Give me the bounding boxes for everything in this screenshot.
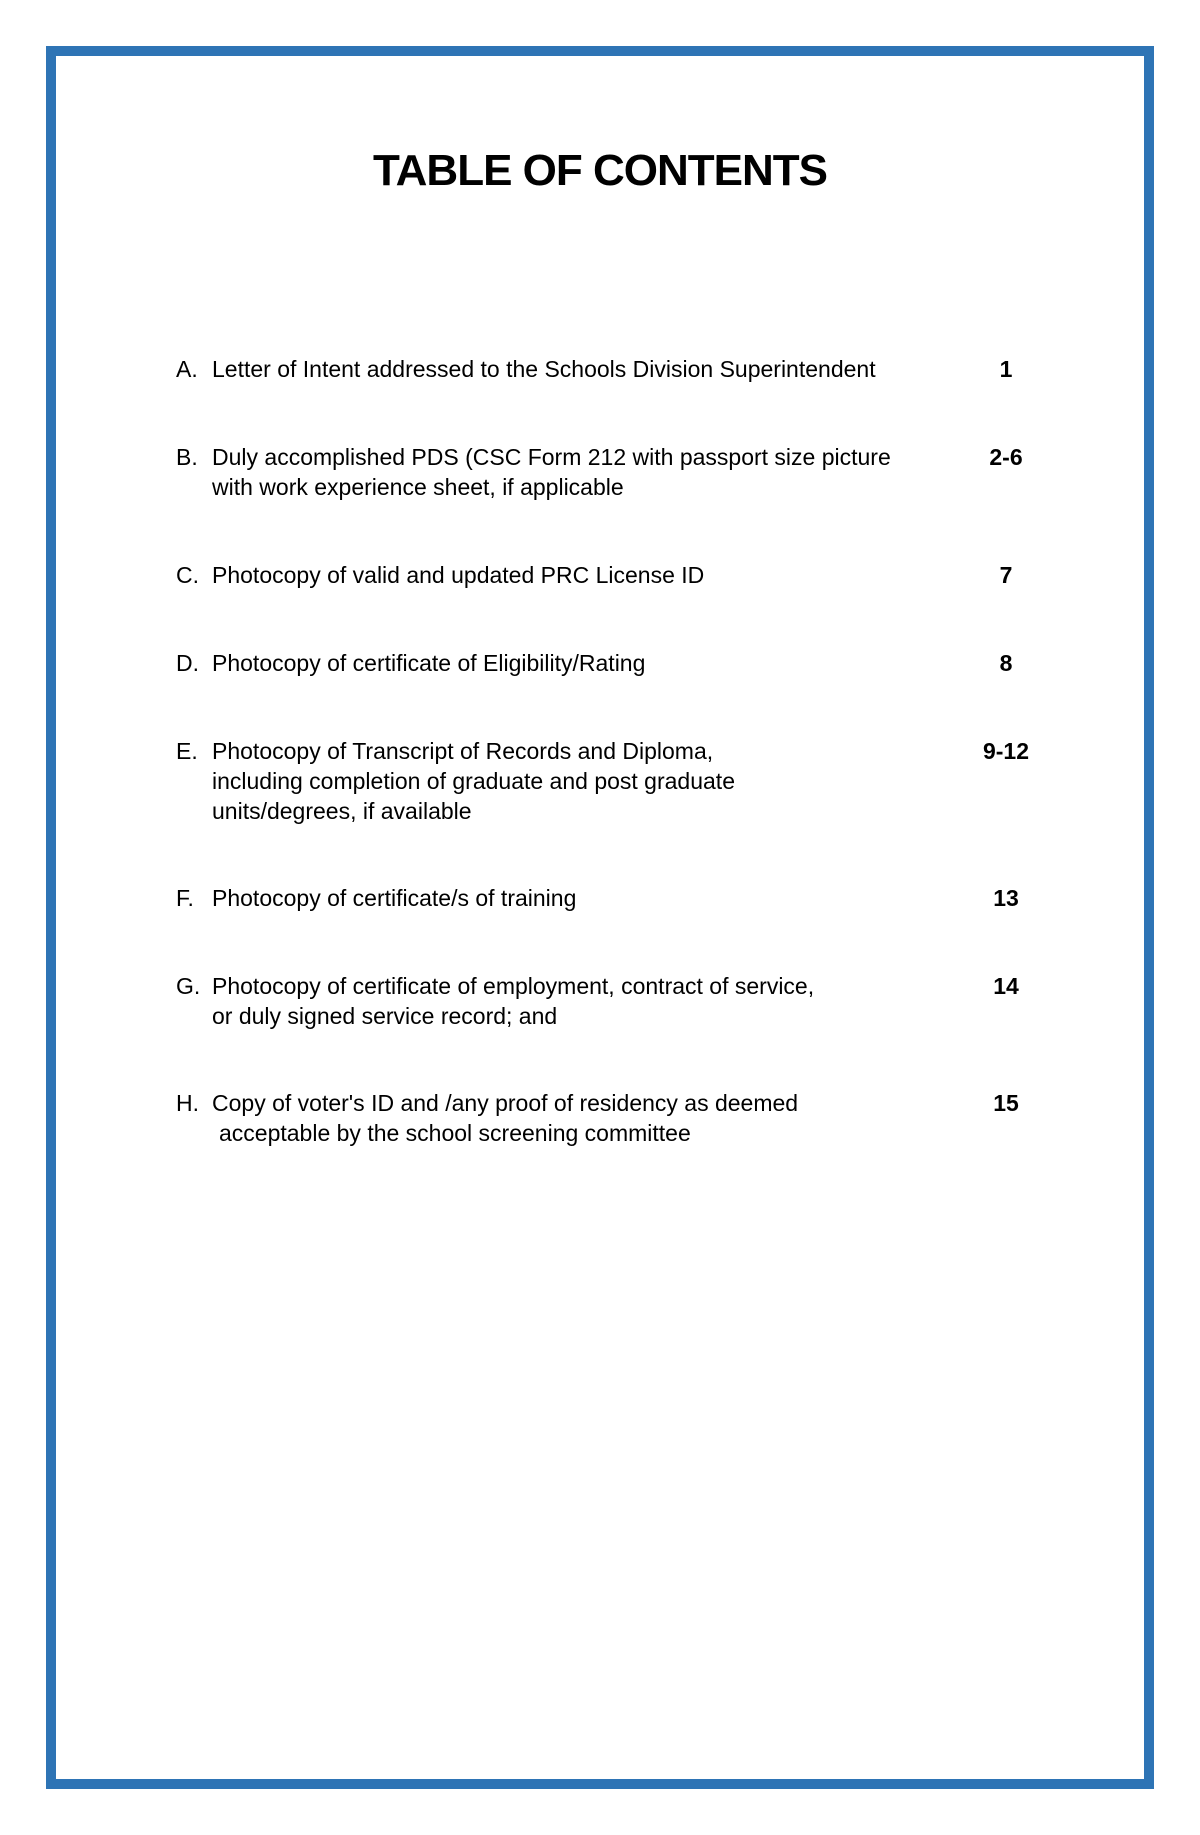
toc-entry-page-number: 9-12 [982,738,1030,764]
toc-entry-text [212,648,912,678]
toc-entry-text [212,354,912,384]
toc-entry-line: or duly signed service record; and [212,1003,558,1029]
toc-entry-line: Photocopy of valid and updated PRC License ID [212,562,705,588]
toc-entry-line: Photocopy of certificate of Eligibility/Rating [212,650,646,676]
toc-entry-line: Photocopy of Transcript of Records and Diploma, [212,738,714,764]
toc-entry-letter: F. [176,885,194,911]
toc-entry-letter: E. [176,738,198,764]
page-title: TABLE OF CONTENTS [373,146,827,195]
toc-entry-line: Photocopy of certificate/s of training [212,885,577,911]
toc-entry-page-number: 13 [993,885,1019,911]
toc-entry-line: with work experience sheet, if applicable [212,474,624,500]
toc-entry-text [212,883,912,913]
toc-entry-letter: D. [176,650,199,676]
page-border [46,46,1154,1789]
toc-entry-letter: H. [176,1090,199,1116]
toc-entry-page-number: 14 [993,973,1019,999]
toc-entry-line: Duly accomplished PDS (CSC Form 212 with passport size picture [212,444,891,470]
toc-entry-letter: A. [176,356,198,382]
toc-entry-text [212,971,912,1031]
toc-entry-line: including completion of graduate and post graduate [212,768,735,794]
toc-entry-page-number: 1 [999,356,1013,382]
toc-entry-text [212,736,912,826]
toc-entry-text [212,560,912,590]
toc-entry-letter: B. [176,444,198,470]
toc-entry-line: Photocopy of certificate of employment, contract of service, [212,973,815,999]
toc-entry-page-number: 15 [993,1090,1019,1116]
toc-entry-line: Letter of Intent addressed to the Schools Division Superintendent [212,356,876,382]
toc-entry-text [212,1088,912,1148]
toc-entry-line: units/degrees, if available [212,798,472,824]
toc-entry-letter: G. [176,973,201,999]
toc-entry-page-number: 2-6 [989,444,1023,470]
toc-entry-letter: C. [176,562,199,588]
toc-entry-page-number: 8 [999,650,1013,676]
toc-entry-text [212,442,912,502]
toc-entry-page-number: 7 [999,562,1013,588]
toc-entry-line: acceptable by the school screening committee [219,1120,691,1146]
toc-entry-line: Copy of voter's ID and /any proof of residency as deemed [212,1090,799,1116]
